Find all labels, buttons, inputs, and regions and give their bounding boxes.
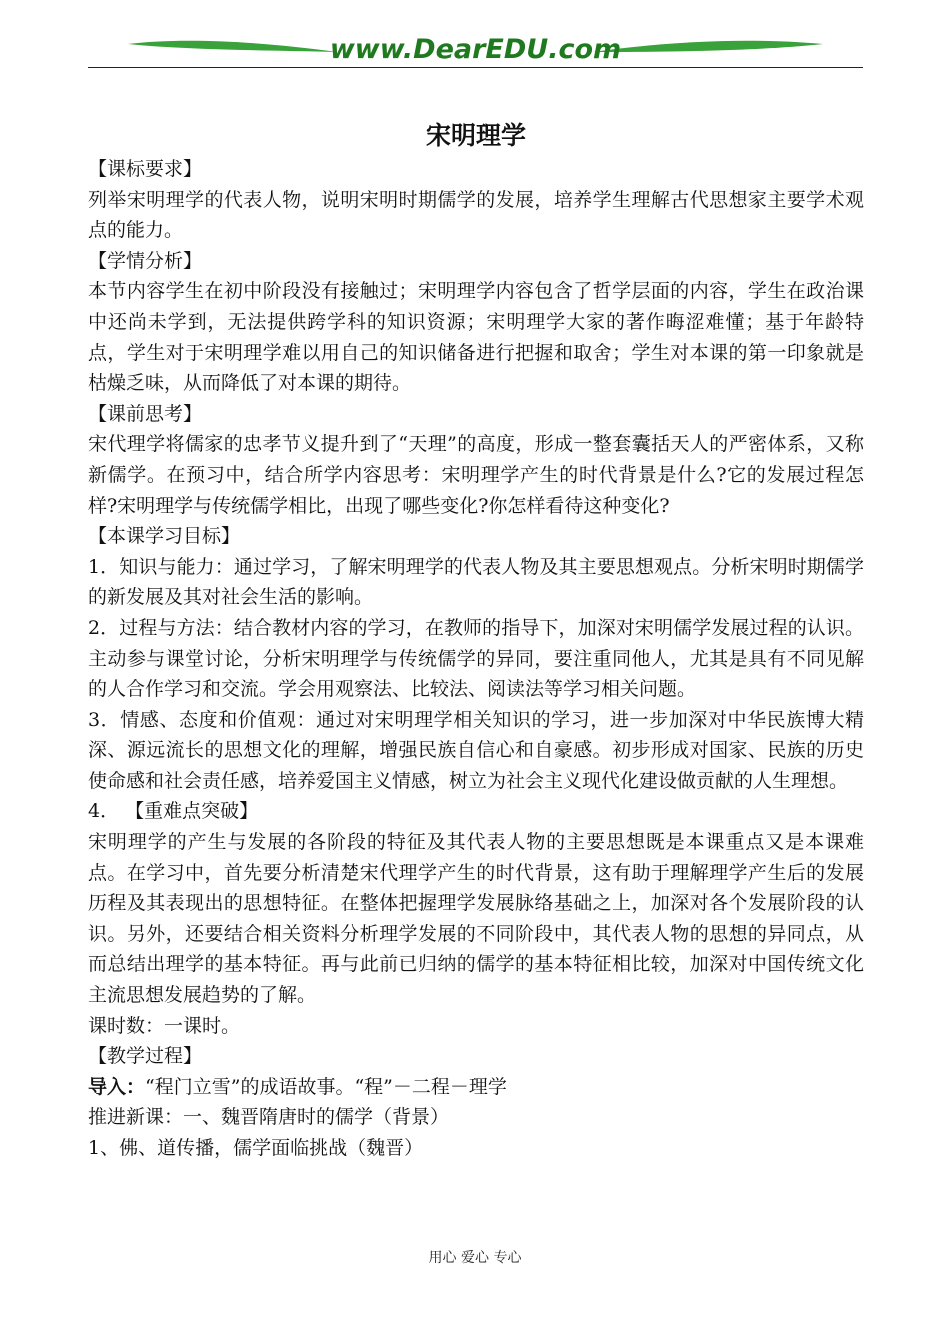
section-heading-student-analysis: 【学情分析】 bbox=[88, 249, 203, 272]
section-heading-key-points: 4． 【重难点突破】 bbox=[88, 800, 259, 823]
paragraph-preview: 宋代理学将儒家的忠孝节义提升到了“天理”的高度，形成一整套囊括天人的严密体系，又称新儒学。在预习中，结合所学内容思考：宋明理学产生的时代背景是什么?它的发展过程怎样?宋明理学与传统儒学相比，出现了哪些变化?你怎样看待这种变化? bbox=[88, 433, 864, 517]
paragraph-student-analysis: 本节内容学生在初中阶段没有接触过；宋明理学内容包含了哲学层面的内容，学生在政治课中还尚未学到，无法提供跨学科的知识资源；宋明理学大家的著作晦涩难懂；基于年龄特点，学生对于宋明理学难以用自己的知识储备进行把握和取舍；学生对本课的第一印象就是枯燥乏味，从而降低了对本课的期待。 bbox=[88, 280, 864, 395]
section-heading-preview: 【课前思考】 bbox=[88, 402, 203, 425]
document-body bbox=[88, 118, 864, 1164]
page-title: 宋明理学 bbox=[425, 121, 526, 150]
objective-values: 3．情感、态度和价值观：通过对宋明理学相关知识的学习，进一步加深对中华民族博大精深、源远流长的思想文化的理解，增强民族自信心和自豪感。初步形成对国家、民族的历史使命感和社会责任感，培养爱国主义情感，树立为社会主义现代化建设做贡献的人生理想。 bbox=[88, 708, 864, 792]
page-footer: 用心 爱心 专心 bbox=[428, 1250, 522, 1266]
new-lesson-label: 推进新课： bbox=[88, 1106, 184, 1129]
section-heading-objectives: 【本课学习目标】 bbox=[88, 525, 241, 548]
intro-line bbox=[88, 1072, 864, 1103]
intro-label: 导入： bbox=[88, 1075, 146, 1098]
site-name[interactable]: www.DearEDU.com bbox=[329, 34, 622, 65]
paragraph-curriculum: 列举宋明理学的代表人物，说明宋明时期儒学的发展，培养学生理解古代思想家主要学术观点的能力。 bbox=[88, 188, 864, 242]
new-lesson-text: 一、魏晋隋唐时的儒学（背景） bbox=[183, 1106, 450, 1129]
objective-knowledge: 1．知识与能力：通过学习，了解宋明理学的代表人物及其主要思想观点。分析宋明时期儒学的新发展及其对社会生活的影响。 bbox=[88, 555, 864, 609]
intro-text: “程门立雪”的成语故事。“程”－二程－理学 bbox=[145, 1075, 507, 1098]
header-rule bbox=[88, 67, 863, 68]
new-lesson-line bbox=[88, 1102, 864, 1133]
section-heading-teaching-process: 【教学过程】 bbox=[88, 1045, 203, 1068]
objective-process: 2．过程与方法：结合教材内容的学习，在教师的指导下，加深对宋明儒学发展过程的认识。主动参与课堂讨论，分析宋明理学与传统儒学的异同，要注重同他人，尤其是具有不同见解的人合作学习和交流。学会用观察法、比较法、阅读法等学习相关问题。 bbox=[88, 616, 864, 701]
lesson-hours: 课时数：一课时。 bbox=[88, 1014, 241, 1037]
section-heading-curriculum: 【课标要求】 bbox=[88, 158, 203, 180]
paragraph-key-points: 宋明理学的产生与发展的各阶段的特征及其代表人物的主要思想既是本课重点又是本课难点。在学习中，首先要分析清楚宋代理学产生的时代背景，这有助于理解理学产生后的发展历程及其表现出的思想特征。在整体把握理学发展脉络基础之上，加深对各个发展阶段的认识。另外，还要结合相关资料分析理学发展的不同阶段中，其代表人物的思想的异同点，从而总结出理学的基本特征。再与此前已归纳的儒学的基本特征相比较，加深对中国传统文化主流思想发展趋势的了解。 bbox=[88, 831, 864, 1007]
site-header-banner bbox=[88, 30, 863, 70]
list-item-1: 1、佛、道传播，儒学面临挑战（魏晋） bbox=[88, 1137, 424, 1159]
